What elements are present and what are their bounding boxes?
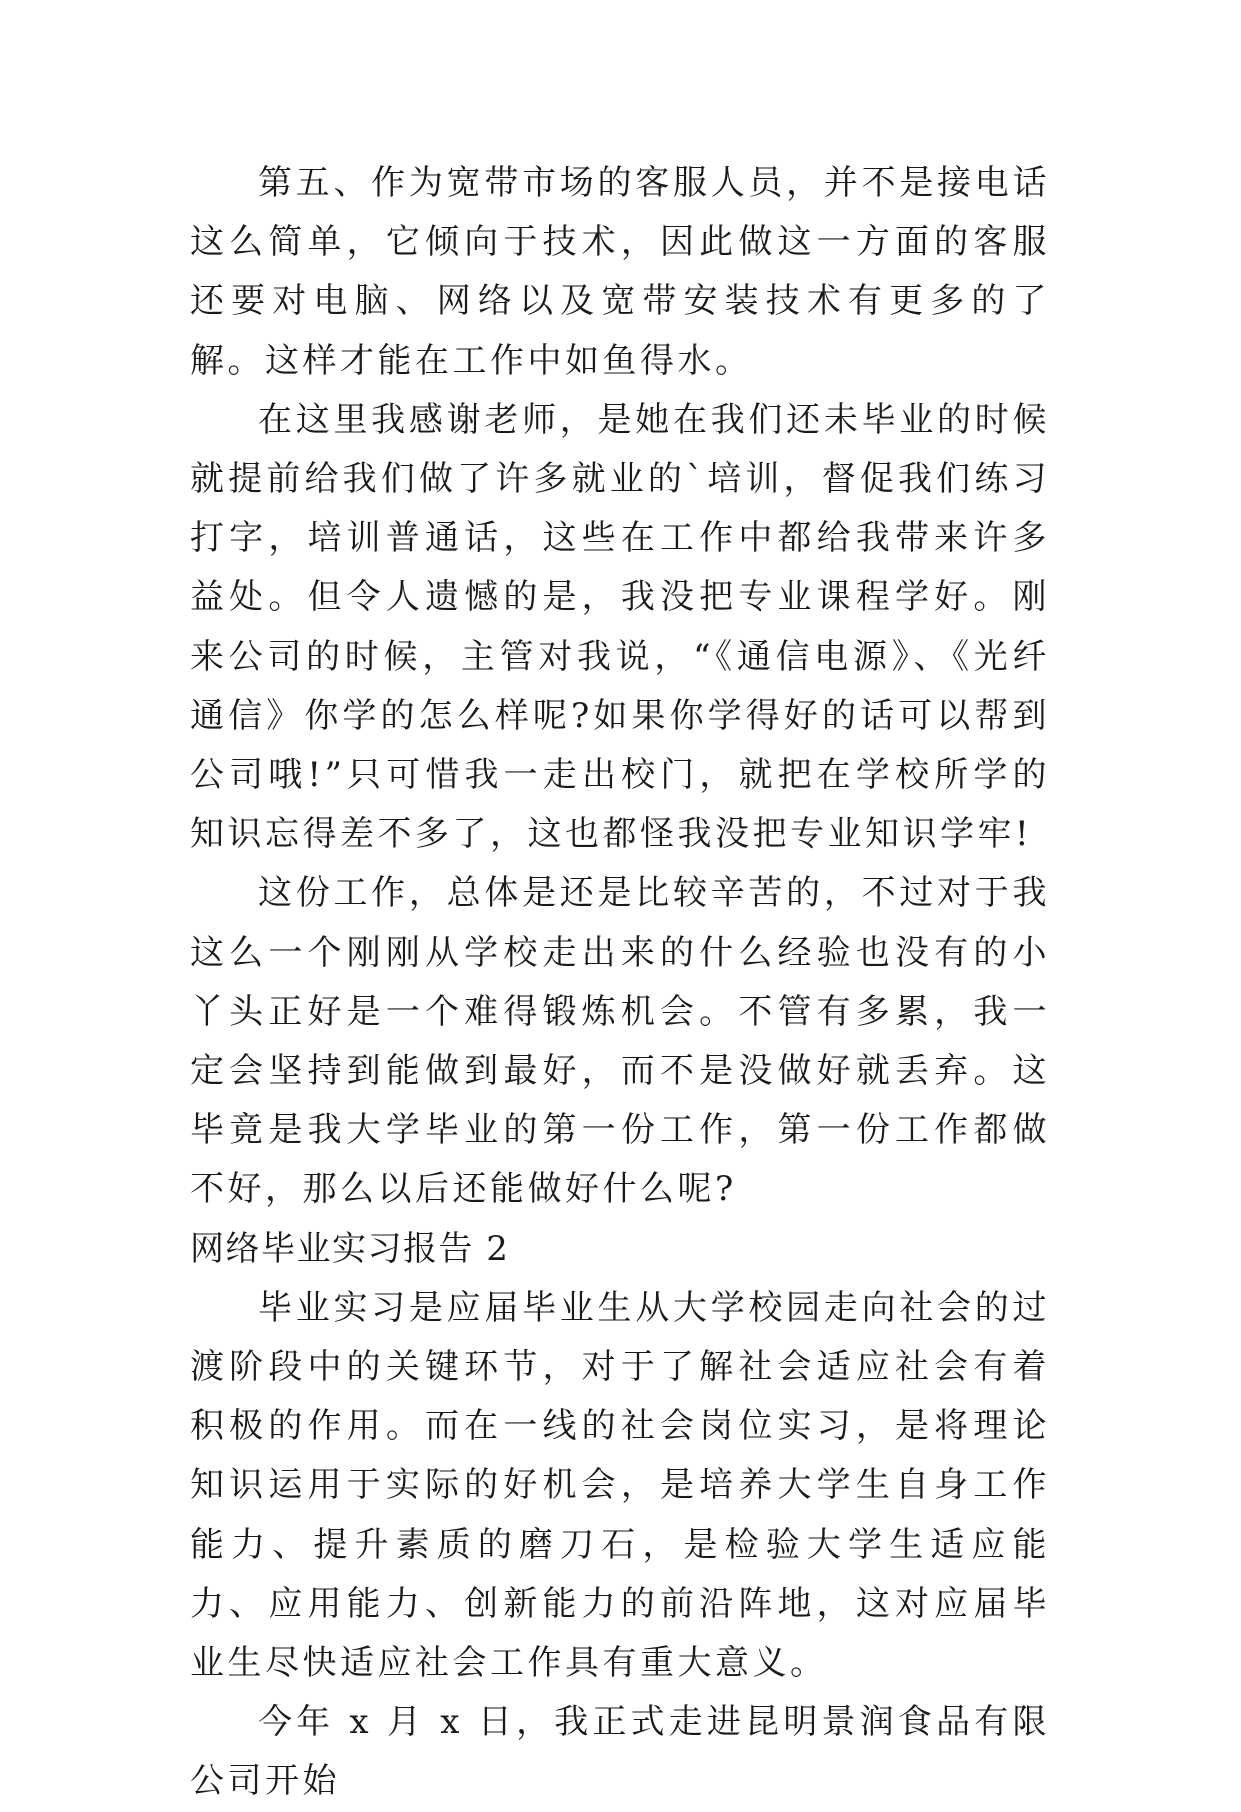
paragraph-internship-intro: 毕业实习是应届毕业生从大学校园走向社会的过渡阶段中的关键环节，对于了解社会适应社会有着积极的作用。而在一线的社会岗位实习，是将理论知识运用于实际的好机会，是培养大学生自身工作能力、提升素质的磨刀石，是检验大学生适应能力、应用能力、创新能力的前沿阵地，这对应届毕业生尽快适应社会工作具有重大意义。 [190, 1287, 1050, 1684]
document-body [190, 154, 1050, 1812]
paragraph-start-date: 今年 x 月 x 日，我正式走进昆明景润食品有限公司开始 [190, 1702, 1050, 1802]
section-heading: 网络毕业实习报告 2 [190, 1228, 510, 1269]
paragraph-hard-work: 这份工作，总体是还是比较辛苦的，不过对于我这么一个刚刚从学校走出来的什么经验也没有的小丫头正好是一个难得锻炼机会。不管有多累，我一定会坚持到能做到最好，而不是没做好就丢弃。这毕竟是我大学毕业的第一份工作，第一份工作都做不好，那么以后还能做好什么呢? [190, 873, 1050, 1210]
paragraph-thanks-teacher: 在这里我感谢老师，是她在我们还未毕业的时候就提前给我们做了许多就业的`培训，督促我们练习打字，培训普通话，这些在工作中都给我带来许多益处。但令人遗憾的是，我没把专业课程学好。刚来公司的时候，主管对我说，“《通信电源》、《光纤通信》你学的怎么样呢?如果你学得好的话可以帮到公司哦!”只可惜我一走出校门，就把在学校所学的知识忘得差不多了，这也都怪我没把专业知识学牢! [190, 399, 1050, 855]
paragraph-broadband-service: 第五、作为宽带市场的客服人员，并不是接电话这么简单，它倾向于技术，因此做这一方面的客服还要对电脑、网络以及宽带安装技术有更多的了解。这样才能在工作中如鱼得水。 [190, 163, 1050, 381]
